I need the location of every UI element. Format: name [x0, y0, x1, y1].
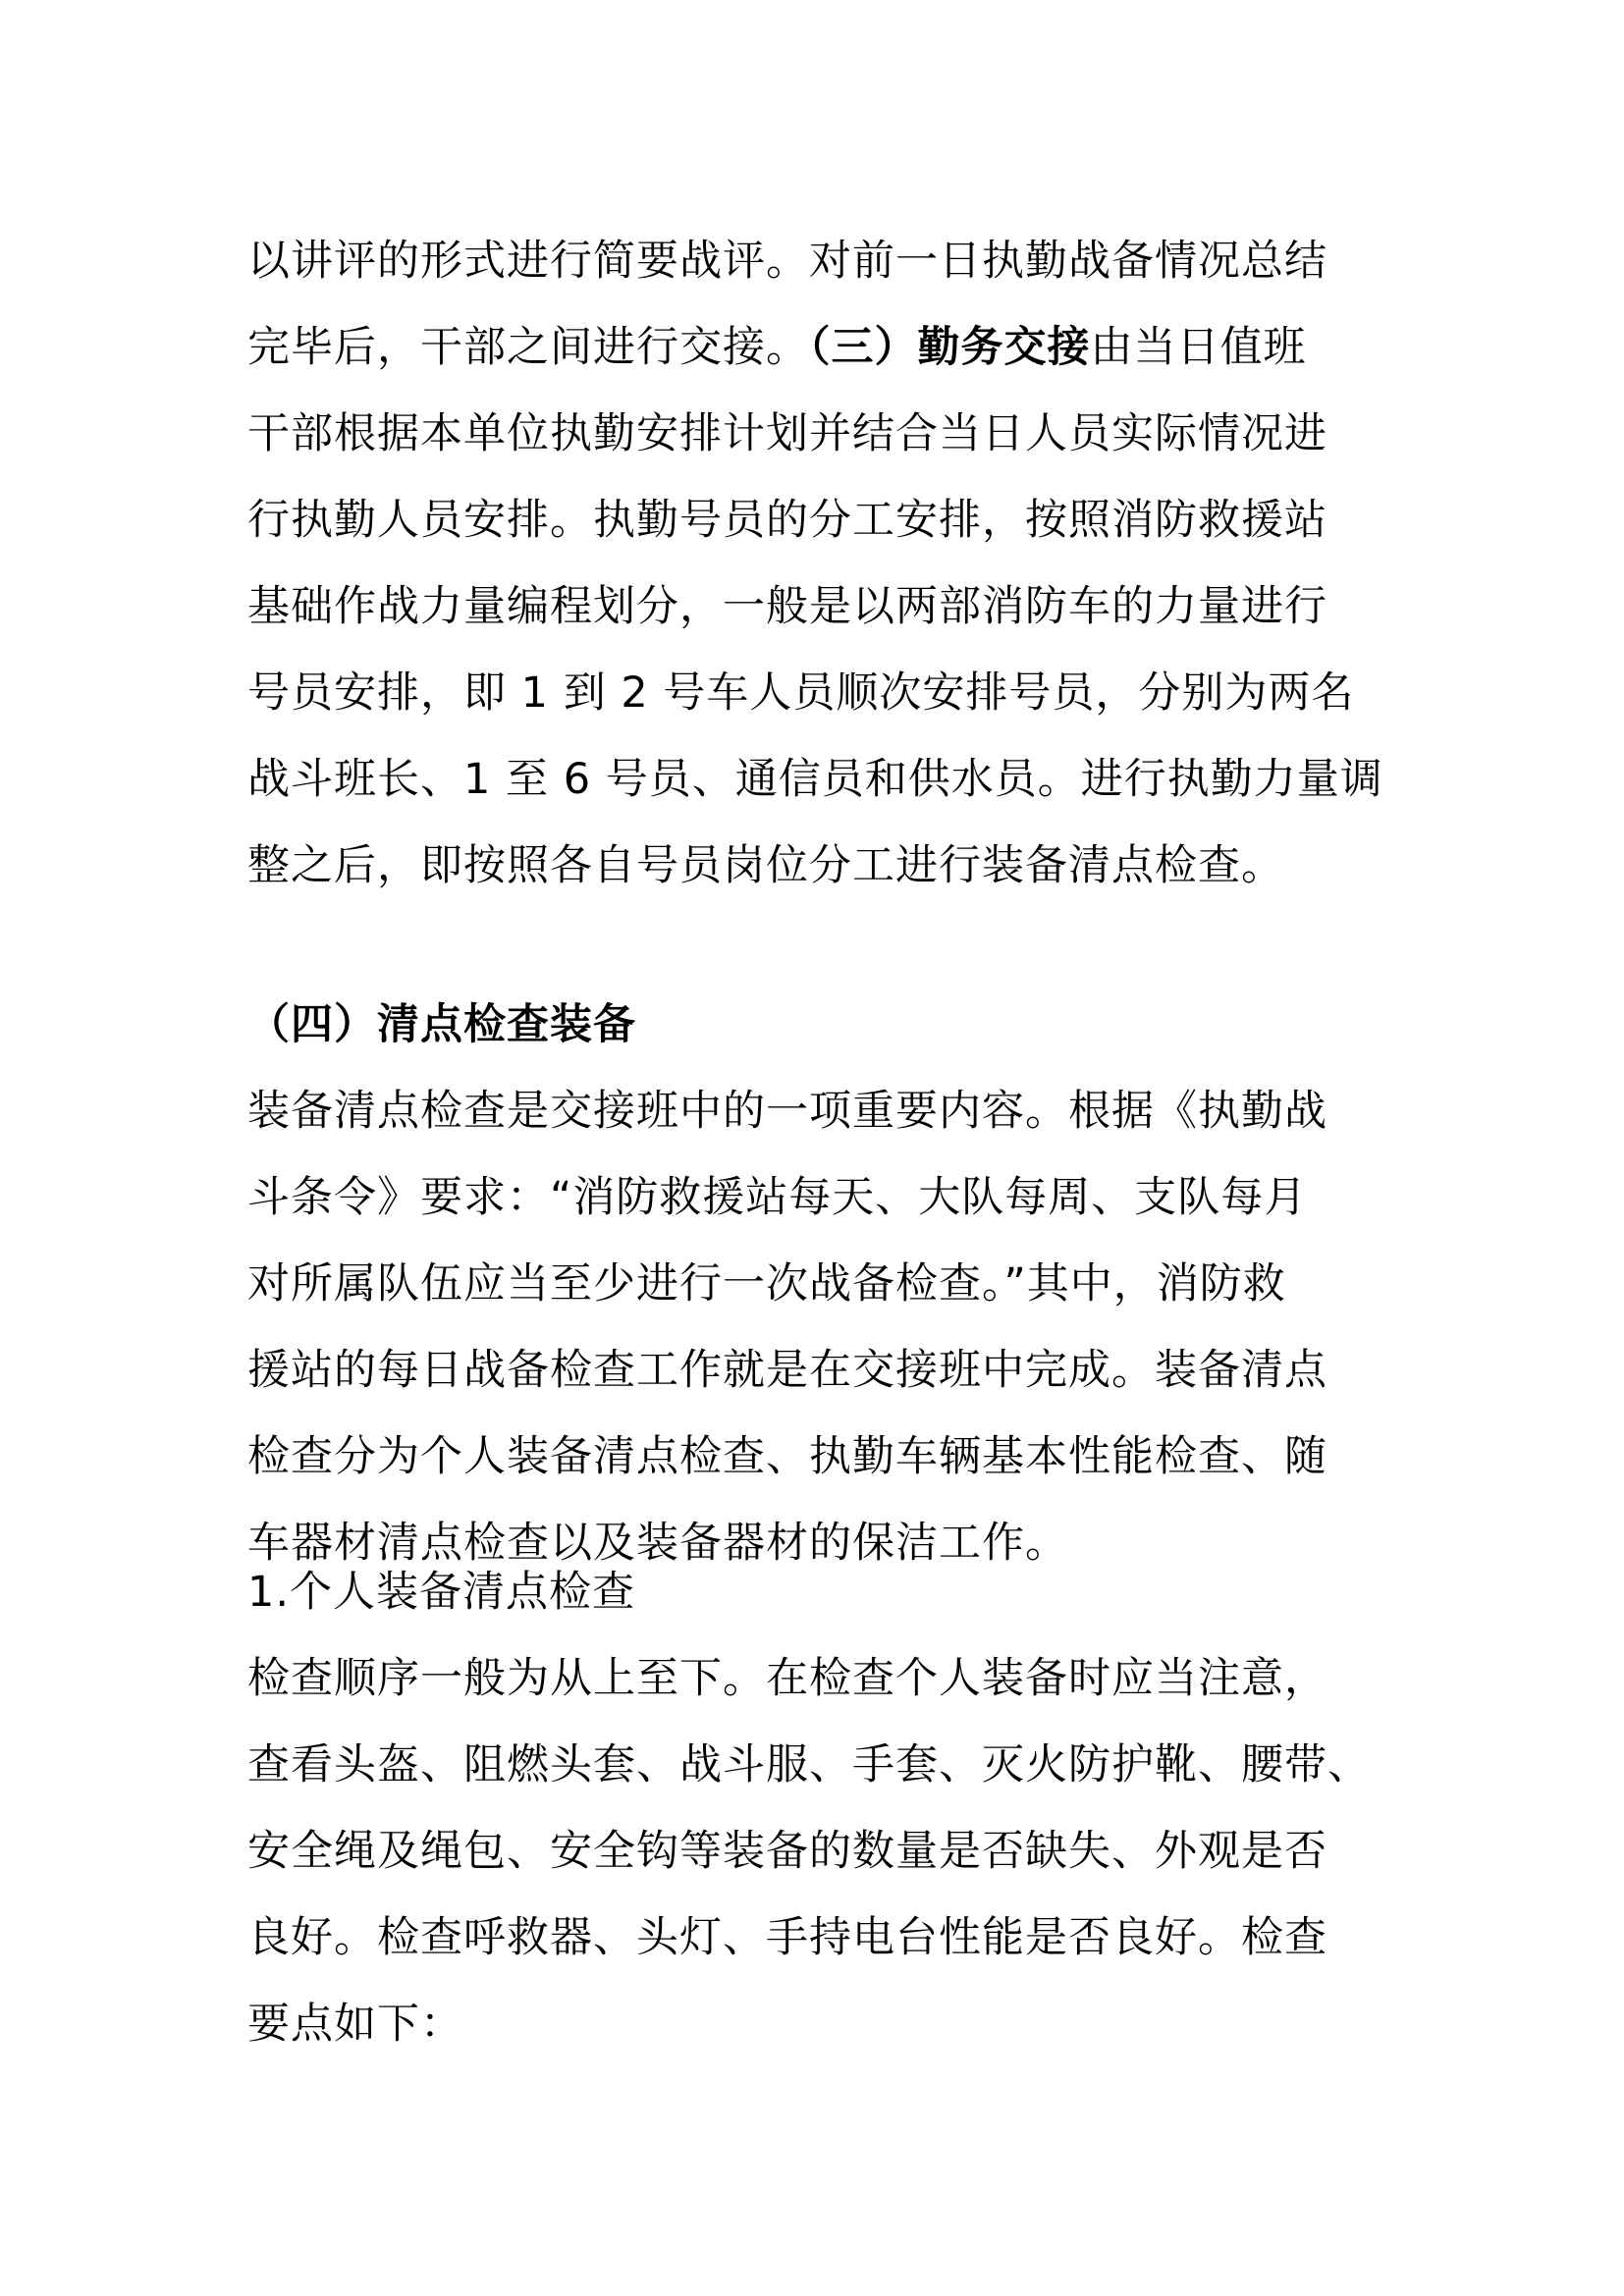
text-line: 干部根据本单位执勤安排计划并结合当日人员实际情况进: [247, 409, 1327, 458]
section-3-paragraph: [247, 218, 1396, 909]
text-line: 要点如下：: [247, 2000, 463, 2049]
text-segment: 完毕后，干部之间进行交接。: [247, 323, 809, 372]
section-3-heading: （三）勤务交接: [809, 323, 1091, 372]
text-line: 以讲评的形式进行简要战评。对前一日执勤战备情况总结: [247, 237, 1327, 286]
text-line: 查看头盔、阻燃头套、战斗服、手套、灭火防护靴、腰带、: [247, 1740, 1371, 1789]
subsection-1: [247, 1549, 1396, 2067]
text-line: 整之后，即按照各自号员岗位分工进行装备清点检查。: [247, 841, 1284, 890]
text-line: 装备清点检查是交接班中的一项重要内容。根据《执勤战: [247, 1087, 1327, 1136]
section-4: [247, 982, 1396, 1586]
text-line: 基础作战力量编程划分，一般是以两部消防车的力量进行: [247, 582, 1327, 631]
text-line: 对所属队伍应当至少进行一次战备检查。”其中，消防救: [247, 1259, 1286, 1308]
text-segment: 由当日值班: [1090, 323, 1307, 372]
text-line: 检查分为个人装备清点检查、执勤车辆基本性能检查、随: [247, 1432, 1327, 1481]
section-4-heading: （四）清点检查装备: [247, 1000, 636, 1049]
text-line: 检查顺序一般为从上至下。在检查个人装备时应当注意，: [247, 1654, 1327, 1703]
text-line: 号员安排，即 1 到 2 号车人员顺次安排号员，分别为两名: [247, 668, 1355, 718]
text-line: 战斗班长、1 至 6 号员、通信员和供水员。进行执勤力量调: [247, 755, 1383, 804]
text-line-with-heading: [247, 304, 1396, 391]
text-line: 斗条令》要求：“消防救援站每天、大队每周、支队每月: [247, 1173, 1308, 1222]
subsection-1-heading: 1.个人装备清点检查: [247, 1568, 636, 1617]
text-line: 行执勤人员安排。执勤号员的分工安排，按照消防救援站: [247, 496, 1327, 545]
text-line: 良好。检查呼救器、头灯、手持电台性能是否良好。检查: [247, 1913, 1327, 1962]
text-line: 安全绳及绳包、安全钩等装备的数量是否缺失、外观是否: [247, 1827, 1327, 1876]
text-line: 车器材清点检查以及装备器材的保洁工作。: [247, 1519, 1068, 1568]
text-line: 援站的每日战备检查工作就是在交接班中完成。装备清点: [247, 1346, 1327, 1395]
